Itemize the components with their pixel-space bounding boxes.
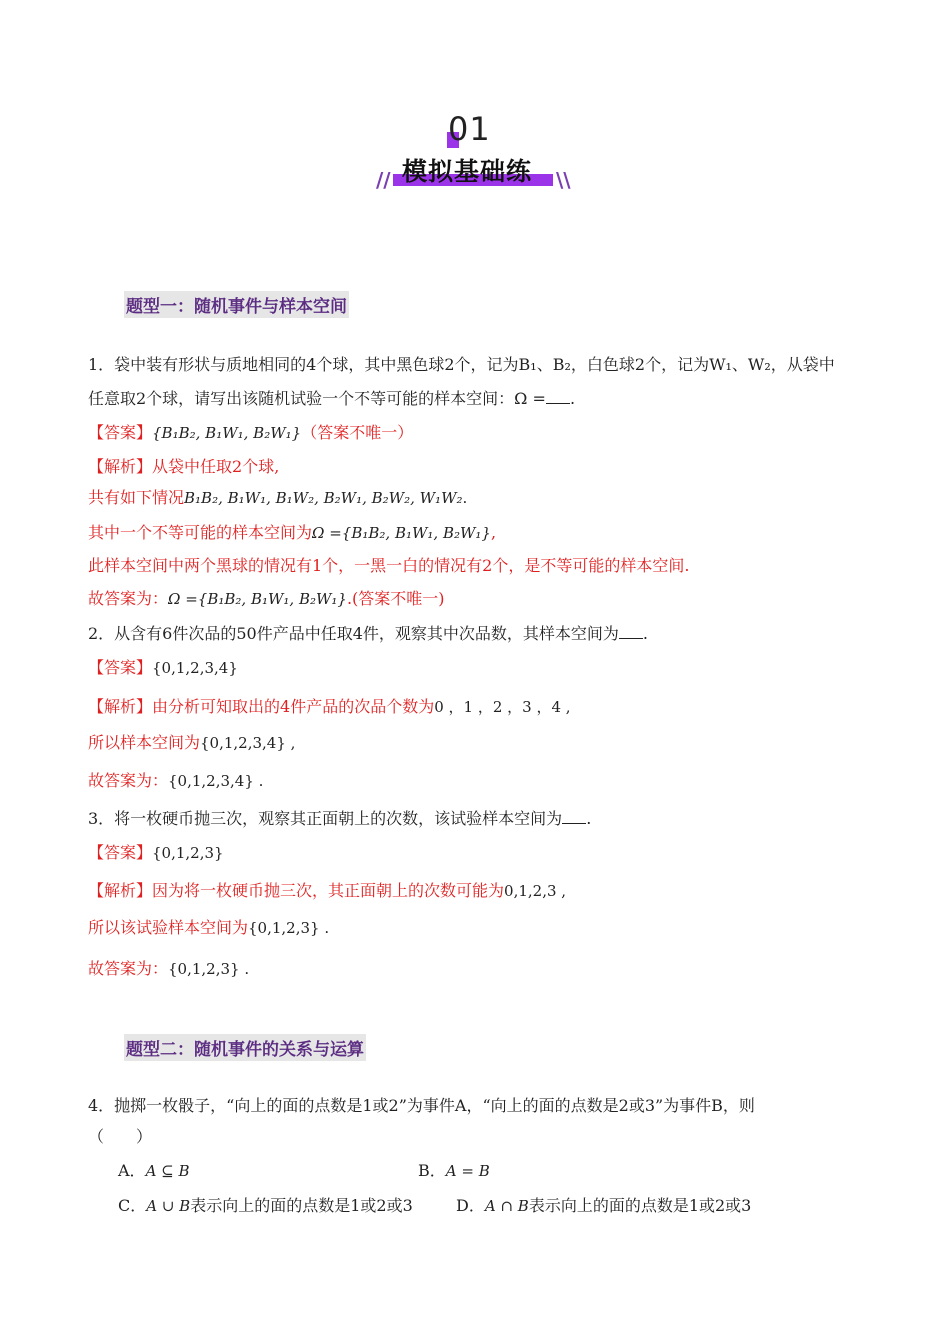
q2-stem: 2．从含有6件次品的50件产品中任取4件，观察其中次品数，其样本空间为 . — [88, 624, 648, 643]
q3-stem-text: 3．将一枚硬币抛三次，观察其正面朝上的次数，该试验样本空间为 — [88, 809, 563, 828]
q2-final-math: {0,1,2,3,4} . — [168, 772, 264, 790]
q1-stem-line2: 任意取2个球，请写出该随机试验一个不等可能的样本空间：Ω = . — [88, 389, 576, 408]
q2-analysis2-math: {0,1,2,3,4} , — [200, 734, 296, 752]
q2-analysis-2 — [88, 730, 295, 753]
q1-analysis-2: 共有如下情况B₁B₂, B₁W₁, B₁W₂, B₂W₁, B₂W₂, W₁W₂. — [88, 488, 468, 507]
q1-analysis-3: 其中一个不等可能的样本空间为Ω ={B₁B₂, B₁W₁, B₂W₁}, — [88, 523, 497, 542]
option-b-math: A = B — [445, 1162, 490, 1180]
left-decoration: // — [376, 168, 391, 192]
option-c-text: 表示向上的面的点数是1或2或3 — [190, 1196, 413, 1215]
q1-analysis2-text: 共有如下情况 — [88, 488, 185, 507]
q1-analysis2-math: B₁B₂, B₁W₁, B₁W₂, B₂W₁, B₂W₂, W₁W₂ — [184, 489, 463, 507]
q4-option-d — [456, 1193, 751, 1216]
option-a-math: A ⊆ B — [145, 1162, 190, 1180]
q2-final-text: 故答案为： — [88, 771, 169, 790]
q3-final — [88, 956, 249, 979]
q1-final-text: 故答案为： — [88, 589, 169, 608]
q1-answer — [88, 420, 413, 443]
section-number: 01 — [448, 110, 491, 148]
q1-analysis-4: 此样本空间中两个黑球的情况有1个，一黑一白的情况有2个，是不等可能的样本空间. — [88, 556, 690, 575]
option-c-math: A ∪ B — [146, 1197, 191, 1215]
q1-analysis3-math: Ω ={B₁B₂, B₁W₁, B₂W₁} — [312, 524, 491, 542]
answer-tag: 【答案】 — [88, 843, 153, 862]
answer-tag: 【答案】 — [88, 658, 153, 677]
q2-stem-text: 2．从含有6件次品的50件产品中任取4件，观察其中次品数，其样本空间为 — [88, 624, 619, 643]
right-decoration: \\ — [556, 168, 571, 192]
q4-stem-line1: 4．抛掷一枚骰子，“向上的面的点数是1或2”为事件A，“向上的面的点数是2或3”为事件B，则 — [88, 1096, 755, 1115]
q2-analysis-1 — [88, 694, 571, 717]
q1-analysis-1 — [88, 454, 279, 477]
q3-final-math: {0,1,2,3} . — [168, 960, 250, 978]
page-title: 模拟基础练 — [402, 157, 533, 186]
q1-final-math: Ω ={B₁B₂, B₁W₁, B₂W₁} — [168, 590, 347, 608]
q2-analysis2-text: 所以样本空间为 — [88, 733, 201, 752]
q3-answer-math: {0,1,2,3} — [152, 844, 224, 862]
q3-stem: 3．将一枚硬币抛三次，观察其正面朝上的次数，该试验样本空间为 . — [88, 809, 592, 828]
analysis-tag: 【解析】 — [88, 697, 153, 716]
q1-answer-note: （答案不唯一） — [301, 423, 414, 442]
q2-final — [88, 768, 263, 791]
q3-analysis2-text: 所以该试验样本空间为 — [88, 918, 249, 937]
q1-answer-math: {B₁B₂, B₁W₁, B₂W₁} — [152, 424, 302, 442]
answer-tag: 【答案】 — [88, 423, 153, 442]
option-d-text: 表示向上的面的点数是1或2或3 — [528, 1196, 752, 1215]
q1-final — [88, 586, 445, 609]
q1-final-note: .(答案不唯一) — [346, 589, 445, 608]
q3-analysis-2 — [88, 915, 329, 938]
q1-analysis-text: 从袋中任取2个球, — [152, 457, 280, 476]
q4-stem-line2: （ ） — [88, 1127, 153, 1146]
answer-blank — [619, 624, 643, 639]
analysis-tag: 【解析】 — [88, 457, 153, 476]
q3-analysis1-text: 因为将一枚硬币抛三次，其正面朝上的次数可能为 — [152, 881, 505, 900]
option-label: D． — [456, 1196, 485, 1215]
option-label: A． — [118, 1161, 146, 1180]
section-heading-2: 题型二：随机事件的关系与运算 — [124, 1034, 366, 1061]
q4-option-c — [118, 1193, 413, 1216]
q1-stem-line1: 1．袋中装有形状与质地相同的4个球，其中黑色球2个，记为B₁、B₂，白色球2个，记为W₁、W₂，从袋中 — [88, 355, 835, 374]
answer-blank — [546, 389, 570, 404]
q2-answer-math: {0,1,2,3,4} — [152, 659, 238, 677]
q3-answer — [88, 840, 224, 863]
q4-option-a — [118, 1158, 190, 1181]
q3-analysis2-math: {0,1,2,3} . — [248, 919, 330, 937]
q3-analysis1-math: 0,1,2,3 , — [504, 882, 567, 900]
q1-stem-text: 任意取2个球，请写出该随机试验一个不等可能的样本空间：Ω = — [88, 389, 546, 408]
q2-answer — [88, 655, 238, 678]
q3-final-text: 故答案为： — [88, 959, 169, 978]
answer-blank — [562, 809, 586, 824]
option-d-math: A ∩ B — [484, 1197, 529, 1215]
analysis-tag: 【解析】 — [88, 881, 153, 900]
option-label: B． — [418, 1161, 446, 1180]
q4-option-b — [418, 1158, 490, 1181]
option-label: C． — [118, 1196, 147, 1215]
q2-analysis1-text: 由分析可知取出的4件产品的次品个数为 — [152, 697, 435, 716]
q2-analysis1-math: 0 ，1 ，2 ，3 ，4 , — [434, 698, 571, 716]
section-heading-1: 题型一：随机事件与样本空间 — [124, 291, 349, 318]
q3-analysis-1 — [88, 878, 566, 901]
q1-analysis3-text: 其中一个不等可能的样本空间为 — [88, 523, 313, 542]
